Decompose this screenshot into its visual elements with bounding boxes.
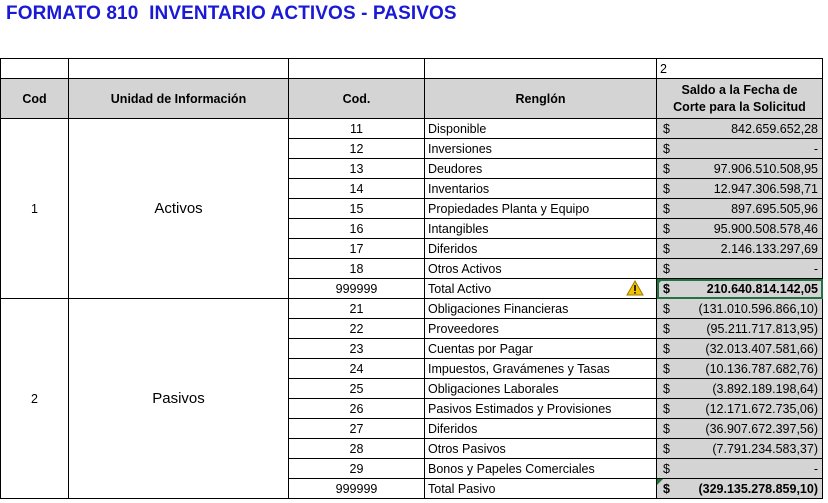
row-renglon[interactable]: Otros Activos: [425, 259, 657, 279]
row-renglon[interactable]: Bonos y Papeles Comerciales: [425, 459, 657, 479]
cell-blank[interactable]: [289, 59, 425, 79]
row-cod[interactable]: 13: [289, 159, 425, 179]
row-renglon[interactable]: Inversiones: [425, 139, 657, 159]
cell-blank[interactable]: [69, 59, 289, 79]
row-cod[interactable]: 17: [289, 239, 425, 259]
amount-value: 210.640.814.142,05: [706, 281, 818, 296]
currency-symbol: $: [663, 141, 670, 156]
header-renglon[interactable]: Renglón: [425, 79, 657, 119]
row-cod[interactable]: 18: [289, 259, 425, 279]
amount-value: -: [813, 261, 818, 276]
row-cod[interactable]: 15: [289, 199, 425, 219]
row-valor-cell[interactable]: [657, 299, 823, 319]
amount-value: (12.171.672.735,06): [705, 401, 818, 416]
amount-value: -: [813, 461, 818, 476]
header-cod2[interactable]: Cod.: [289, 79, 425, 119]
row-renglon[interactable]: Obligaciones Laborales: [425, 379, 657, 399]
row-renglon[interactable]: Otros Pasivos: [425, 439, 657, 459]
row-valor-cell[interactable]: [657, 119, 823, 139]
group-unidad[interactable]: Activos: [69, 119, 289, 299]
row-cod[interactable]: 27: [289, 419, 425, 439]
row-renglon[interactable]: Inventarios: [425, 179, 657, 199]
header-unidad[interactable]: Unidad de Información: [69, 79, 289, 119]
error-indicator-icon[interactable]: [657, 479, 663, 485]
total-valor-cell[interactable]: [657, 479, 823, 499]
amount-value: 95.900.508.578,46: [713, 221, 818, 236]
currency-symbol: $: [663, 221, 670, 236]
currency-symbol: $: [663, 261, 670, 276]
currency-symbol: $: [663, 401, 670, 416]
amount-value: (32.013.407.581,66): [705, 341, 818, 356]
row-renglon[interactable]: Diferidos: [425, 419, 657, 439]
row-cod[interactable]: 21: [289, 299, 425, 319]
currency-symbol: $: [663, 441, 670, 456]
row-renglon[interactable]: Intangibles: [425, 219, 657, 239]
row-valor-cell[interactable]: [657, 219, 823, 239]
currency-symbol: $: [663, 381, 670, 396]
row-valor-cell[interactable]: [657, 459, 823, 479]
amount-value: 2.146.133.297,69: [720, 241, 818, 256]
row-valor-cell[interactable]: [657, 379, 823, 399]
currency-symbol: $: [663, 481, 670, 496]
row-renglon[interactable]: Pasivos Estimados y Provisiones: [425, 399, 657, 419]
row-valor-cell[interactable]: [657, 179, 823, 199]
row-cod[interactable]: 14: [289, 179, 425, 199]
row-cod[interactable]: 26: [289, 399, 425, 419]
row-renglon[interactable]: Cuentas por Pagar: [425, 339, 657, 359]
header-saldo[interactable]: [657, 79, 823, 119]
sheet-title: FORMATO 810 INVENTARIO ACTIVOS - PASIVOS: [6, 3, 457, 24]
row-cod[interactable]: 11: [289, 119, 425, 139]
currency-symbol: $: [663, 281, 670, 296]
total-cod[interactable]: 999999: [289, 479, 425, 499]
amount-value: (3.892.189.198,64): [712, 381, 818, 396]
cell-top-value[interactable]: 2: [657, 59, 823, 79]
currency-symbol: $: [663, 321, 670, 336]
row-renglon[interactable]: Impuestos, Gravámenes y Tasas: [425, 359, 657, 379]
row-valor-cell[interactable]: [657, 199, 823, 219]
warning-icon[interactable]: [626, 280, 644, 296]
row-valor-cell[interactable]: [657, 319, 823, 339]
amount-value: 12.947.306.598,71: [713, 181, 818, 196]
row-valor-cell[interactable]: [657, 159, 823, 179]
amount-value: (95.211.717.813,95): [706, 321, 818, 336]
amount-value: 897.695.505,96: [731, 201, 818, 216]
amount-value: 842.659.652,28: [731, 121, 818, 136]
row-cod[interactable]: 29: [289, 459, 425, 479]
amount-value: (329.135.278.859,10): [698, 481, 818, 496]
row-cod[interactable]: 24: [289, 359, 425, 379]
currency-symbol: $: [663, 181, 670, 196]
row-valor-cell[interactable]: [657, 139, 823, 159]
header-saldo-line2: Corte para la Solicitud: [673, 99, 806, 114]
row-valor-cell[interactable]: [657, 399, 823, 419]
row-cod[interactable]: 22: [289, 319, 425, 339]
error-indicator-icon[interactable]: [657, 279, 663, 285]
currency-symbol: $: [663, 201, 670, 216]
row-renglon[interactable]: Disponible: [425, 119, 657, 139]
header-saldo-line1: Saldo a la Fecha de: [681, 82, 798, 97]
total-renglon[interactable]: Total Pasivo: [425, 479, 657, 499]
total-renglon[interactable]: Total Activo: [425, 279, 657, 299]
total-cod[interactable]: 999999: [289, 279, 425, 299]
currency-symbol: $: [663, 241, 670, 256]
currency-symbol: $: [663, 121, 670, 136]
currency-symbol: $: [663, 161, 670, 176]
header-cod[interactable]: Cod: [1, 79, 69, 119]
spreadsheet-grid[interactable]: [0, 58, 823, 499]
row-cod[interactable]: 25: [289, 379, 425, 399]
currency-symbol: $: [663, 341, 670, 356]
currency-symbol: $: [663, 361, 670, 376]
row-valor-cell[interactable]: [657, 439, 823, 459]
amount-value: (10.136.787.682,76): [705, 361, 818, 376]
selected-total-valor-cell[interactable]: [657, 279, 823, 299]
amount-value: 97.906.510.508,95: [713, 161, 818, 176]
amount-value: (131.010.596.866,10): [698, 301, 818, 316]
row-renglon[interactable]: Propiedades Planta y Equipo: [425, 199, 657, 219]
row-renglon[interactable]: Diferidos: [425, 239, 657, 259]
amount-value: -: [813, 141, 818, 156]
row-cod[interactable]: 23: [289, 339, 425, 359]
row-renglon[interactable]: Deudores: [425, 159, 657, 179]
cell-blank[interactable]: [425, 59, 657, 79]
currency-symbol: $: [663, 301, 670, 316]
group-cod[interactable]: 2: [1, 299, 69, 499]
cell-blank[interactable]: [1, 59, 69, 79]
row-cod[interactable]: 28: [289, 439, 425, 459]
row-valor-cell[interactable]: [657, 339, 823, 359]
row-renglon[interactable]: Obligaciones Financieras: [425, 299, 657, 319]
row-valor-cell[interactable]: [657, 259, 823, 279]
row-valor-cell[interactable]: [657, 359, 823, 379]
amount-value: (36.907.672.397,56): [705, 421, 818, 436]
row-renglon[interactable]: Proveedores: [425, 319, 657, 339]
amount-value: (7.791.234.583,37): [712, 441, 818, 456]
currency-symbol: $: [663, 421, 670, 436]
row-cod[interactable]: 16: [289, 219, 425, 239]
group-cod[interactable]: 1: [1, 119, 69, 299]
row-cod[interactable]: 12: [289, 139, 425, 159]
group-unidad[interactable]: Pasivos: [69, 299, 289, 499]
row-valor-cell[interactable]: [657, 239, 823, 259]
currency-symbol: $: [663, 461, 670, 476]
row-valor-cell[interactable]: [657, 419, 823, 439]
